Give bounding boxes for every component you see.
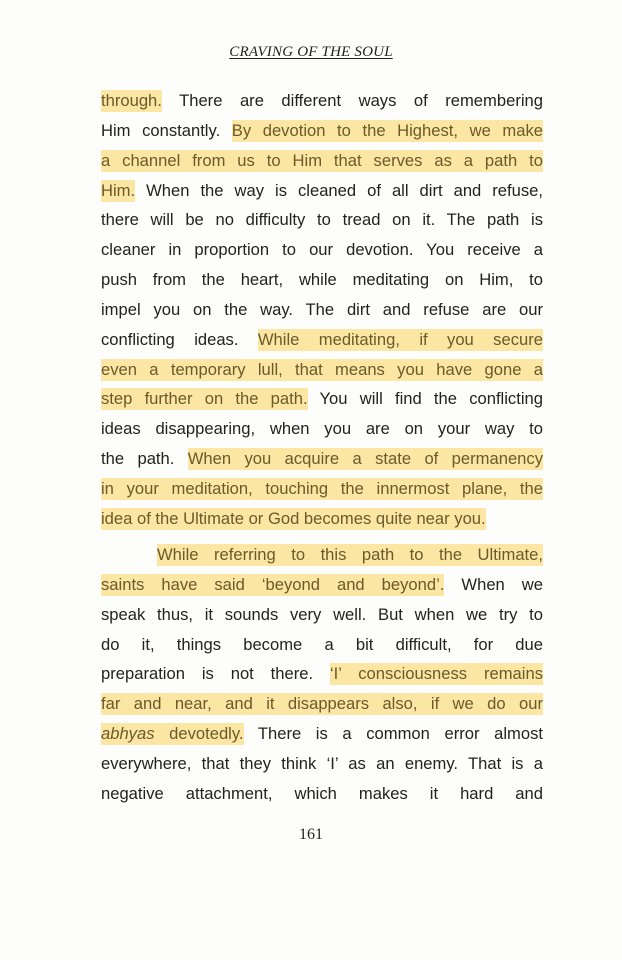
text-line: negative attachment, which makes it hard and: [101, 783, 543, 803]
highlighted-text: a channel from us to Him that serves as a path to: [101, 150, 543, 170]
highlighted-text: ‘I’ consciousness remains: [330, 664, 544, 684]
text-line: [101, 444, 543, 474]
text-line: [101, 176, 543, 206]
text-line: [101, 540, 543, 570]
running-head: CRAVING OF THE SOUL: [229, 44, 393, 60]
text-segment: devotedly.: [154, 724, 244, 744]
highlighted-text: step further on the path.: [101, 389, 308, 409]
text-line: cleaner in proportion to our devotion. You receive a: [101, 240, 543, 260]
text-segment: preparation is not there.: [101, 664, 330, 684]
text-segment: conflicting ideas.: [101, 329, 258, 349]
text-line: do it, things become a bit difficult, for due: [101, 634, 543, 654]
text-segment: the path.: [101, 449, 188, 469]
text-line: [101, 86, 543, 116]
highlighted-text: [101, 723, 244, 745]
text-line: [101, 719, 543, 749]
text-line: [101, 146, 543, 176]
text-segment: There are different ways of remembering: [161, 91, 543, 110]
text-line: [101, 689, 543, 719]
paragraph-2: [101, 540, 543, 809]
highlighted-text: While meditating, if you secure: [257, 329, 543, 349]
text-line: speak thus, it sounds very well. But when we try to: [101, 604, 543, 624]
text-line: [101, 355, 543, 385]
text-line: [101, 116, 543, 146]
text-line: [101, 504, 543, 534]
highlighted-text: Him.: [101, 180, 136, 200]
highlighted-text: When you acquire a state of permanency: [187, 449, 543, 469]
highlighted-text: By devotion to the Highest, we make: [231, 120, 543, 140]
highlighted-text: far and near, and it disappears also, if we do our: [101, 694, 543, 714]
highlighted-text: through.: [101, 91, 162, 110]
text-line: [101, 384, 543, 414]
text-line: ideas disappearing, when you are on your way to: [101, 419, 543, 439]
text-segment: There is a common error almost: [243, 724, 543, 744]
text-line: [101, 659, 543, 689]
highlighted-text: saints have said ‘beyond and beyond’.: [101, 574, 445, 594]
text-line: [101, 474, 543, 504]
highlighted-text: in your meditation, touching the innermost plane, the: [101, 478, 543, 498]
paragraph-1: [101, 86, 543, 534]
text-segment: When the way is cleaned of all dirt and refuse,: [135, 180, 543, 200]
text-line: impel you on the way. The dirt and refuse are our: [101, 299, 543, 319]
text-line: there will be no difficulty to tread on it. The path is: [101, 210, 543, 230]
highlighted-text: even a temporary lull, that means you have gone a: [101, 359, 543, 379]
page-number: 161: [299, 826, 323, 843]
italic-term: abhyas: [101, 724, 155, 744]
text-line: everywhere, that they think ‘I’ as an enemy. That is a: [101, 753, 543, 773]
highlighted-text: idea of the Ultimate or God becomes quite near you.: [101, 508, 486, 528]
text-line: push from the heart, while meditating on Him, to: [101, 270, 543, 290]
text-segment: You will find the conflicting: [307, 389, 543, 409]
text-line: [101, 325, 543, 355]
text-line: [101, 570, 543, 600]
text-segment: Him constantly.: [101, 120, 232, 140]
highlighted-text: While referring to this path to the Ultimate,: [157, 545, 543, 564]
text-segment: When we: [444, 574, 543, 594]
